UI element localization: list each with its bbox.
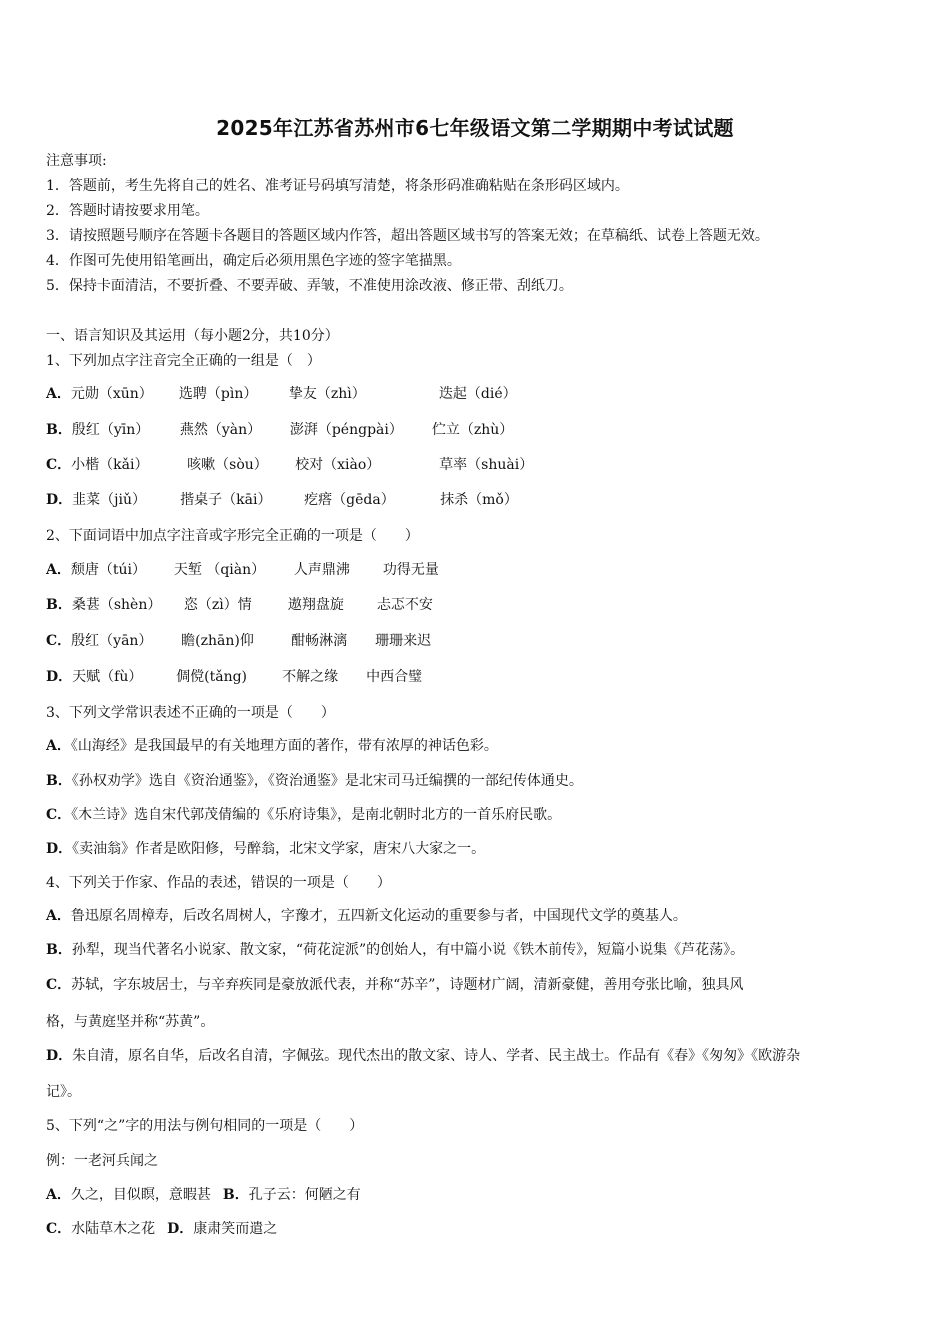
- q5-options-row: [46, 1219, 277, 1239]
- q3-option-b[interactable]: [46, 771, 583, 791]
- option-item: 瞻(zhān)仰: [181, 633, 254, 649]
- option-label: C．: [46, 977, 72, 993]
- option-item: 桑葚（shèn）: [71, 597, 162, 613]
- q5-options-row: [46, 1185, 361, 1205]
- q1-option-b[interactable]: [46, 420, 513, 440]
- q4-option-d[interactable]: [46, 1046, 800, 1066]
- option-item: 迭起（dié）: [438, 386, 517, 402]
- option-item: 遨翔盘旋: [287, 597, 344, 613]
- option-label: C．: [46, 807, 72, 823]
- option-label: C．: [46, 457, 72, 473]
- question-stem: 5、下列“之”字的用法与例句相同的一项是（ ）: [46, 1118, 364, 1134]
- q4-option-d-continued: 记》。: [46, 1084, 81, 1100]
- question-stem: 2、下面词语中加点字注音或字形完全正确的一项是（ ）: [46, 528, 419, 544]
- option-item: 天堑 （qiàn）: [173, 562, 266, 578]
- q1-option-d[interactable]: [46, 490, 518, 510]
- option-text[interactable]: 康肃笑而遣之: [193, 1221, 278, 1237]
- option-item: 天赋（fù）: [72, 669, 143, 685]
- question-stem: 1、下列加点字注音完全正确的一组是（ ）: [46, 353, 321, 369]
- option-item: 功得无量: [382, 562, 439, 578]
- option-item: 忐忑不安: [376, 597, 433, 613]
- option-item: 澎湃（péngpài）: [289, 422, 403, 438]
- notice-item: 3．请按照题号顺序在答题卡各题目的答题区域内作答，超出答题区域书写的答案无效；在草稿纸、试卷上答题无效。: [46, 228, 769, 244]
- option-item: 草率（shuài）: [439, 457, 534, 473]
- option-label: B．: [46, 422, 72, 438]
- option-label: A．: [46, 908, 71, 924]
- option-item: 殷红（yān）: [71, 633, 153, 649]
- option-label[interactable]: B．: [222, 1187, 249, 1203]
- option-text: 苏轼，字东坡居士，与辛弃疾同是豪放派代表，并称“苏辛”，诗题材广阔，清新豪健，善用夸张比喻，独具风: [71, 977, 744, 993]
- option-label: B．: [46, 773, 72, 789]
- q1-option-c[interactable]: [46, 455, 533, 475]
- q4-option-a[interactable]: [46, 906, 687, 926]
- option-text: 《卖油翁》作者是欧阳修，号醉翁，北宋文学家，唐宋八大家之一。: [72, 841, 486, 857]
- question-stem: 3、下列文学常识表述不正确的一项是（ ）: [46, 705, 335, 721]
- q2-option-a[interactable]: [46, 560, 439, 580]
- notice-item: 1．答题前，考生先将自己的姓名、准考证号码填写清楚，将条形码准确粘贴在条形码区域内。: [46, 178, 629, 194]
- notice-item: 4．作图可先使用铅笔画出，确定后必须用黑色字迹的签字笔描黑。: [46, 253, 461, 269]
- option-label[interactable]: C．: [46, 1221, 72, 1237]
- option-label: A．: [46, 562, 71, 578]
- option-item: 中西合璧: [366, 669, 423, 685]
- q3-option-d[interactable]: [46, 839, 485, 859]
- notice-heading: 注意事项:: [46, 153, 107, 169]
- option-label: D．: [46, 492, 73, 508]
- option-text[interactable]: 久之，目似瞑，意暇甚: [70, 1187, 211, 1203]
- q4-option-c-continued: 格，与黄庭坚并称“苏黄”。: [46, 1014, 215, 1030]
- option-text: 《木兰诗》选自宋代郭茂倩编的《乐府诗集》，是南北朝时北方的一首乐府民歌。: [71, 807, 562, 823]
- q3-option-c[interactable]: [46, 805, 561, 825]
- option-label: B．: [46, 942, 72, 958]
- section-heading: 一、语言知识及其运用（每小题2分，共10分）: [46, 328, 339, 344]
- option-item: 选聘（pìn）: [178, 386, 258, 402]
- option-label: A．: [46, 738, 71, 754]
- q5-example: 例：一老河兵闻之: [46, 1153, 158, 1169]
- q2-option-c[interactable]: [46, 631, 431, 651]
- option-label: D．: [46, 1048, 73, 1064]
- option-item: 燕然（yàn）: [179, 422, 262, 438]
- option-item: 酣畅淋漓: [291, 633, 348, 649]
- notice-item: 5．保持卡面清洁，不要折叠、不要弄破、弄皱，不准使用涂改液、修正带、刮纸刀。: [46, 278, 573, 294]
- q1-option-a[interactable]: [46, 384, 517, 404]
- option-item: 倜傥(tǎng): [176, 669, 248, 685]
- option-text: 《山海经》是我国最早的有关地理方面的著作，带有浓厚的神话色彩。: [70, 738, 498, 754]
- option-item: 疙瘩（gēda）: [304, 492, 395, 508]
- option-label[interactable]: A．: [46, 1187, 71, 1203]
- option-item: 殷红（yīn）: [71, 422, 150, 438]
- option-item: 元勋（xūn）: [70, 386, 153, 402]
- option-item: 揩桌子（kāi）: [180, 492, 272, 508]
- option-item: 伫立（zhù）: [431, 422, 514, 438]
- option-item: 小楷（kǎi）: [71, 457, 149, 473]
- option-label: A．: [46, 386, 71, 402]
- option-item: 韭菜（jiǔ）: [72, 492, 146, 508]
- option-item: 校对（xiào）: [295, 457, 381, 473]
- option-item: 恣（zì）情: [183, 597, 252, 613]
- option-text: 鲁迅原名周樟寿，后改名周树人，字豫才，五四新文化运动的重要参与者，中国现代文学的奠基人。: [70, 908, 687, 924]
- option-text[interactable]: 孔子云：何陋之有: [248, 1187, 361, 1203]
- q2-option-d[interactable]: [46, 667, 422, 687]
- q2-option-b[interactable]: [46, 595, 433, 615]
- q3-option-a[interactable]: [46, 736, 498, 756]
- option-text: 《孙权劝学》选自《资治通鉴》，《资治通鉴》是北宋司马迁编撰的一部纪传体通史。: [71, 773, 583, 789]
- option-label[interactable]: D．: [167, 1221, 194, 1237]
- option-text: 朱自清，原名自华，后改名自清，字佩弦。现代杰出的散文家、诗人、学者、民主战士。作品有《春》《匆匆》《欧游杂: [72, 1048, 801, 1064]
- option-item: 颓唐（túi）: [70, 562, 146, 578]
- option-label: C．: [46, 633, 72, 649]
- option-item: 人声鼎沸: [293, 562, 350, 578]
- option-label: D．: [46, 841, 73, 857]
- option-text: 孙犁，现当代著名小说家、散文家，“荷花淀派”的创始人，有中篇小说《铁木前传》，短篇小说集《芦花荡》。: [71, 942, 745, 958]
- q4-option-b[interactable]: [46, 940, 744, 960]
- option-item: 抹杀（mǒ）: [440, 492, 518, 508]
- q4-option-c[interactable]: [46, 975, 743, 995]
- option-item: 挚友（zhì）: [288, 386, 366, 402]
- option-item: 珊珊来迟: [375, 633, 432, 649]
- option-text[interactable]: 水陆草木之花: [71, 1221, 156, 1237]
- option-item: 咳嗽（sòu）: [187, 457, 268, 473]
- option-item: 不解之缘: [282, 669, 339, 685]
- question-stem: 4、下列关于作家、作品的表述，错误的一项是（ ）: [46, 875, 391, 891]
- page-title: 2025年江苏省苏州市6七年级语文第二学期期中考试试题: [216, 116, 734, 140]
- option-label: D．: [46, 669, 73, 685]
- notice-item: 2．答题时请按要求用笔。: [46, 203, 209, 219]
- option-label: B．: [46, 597, 72, 613]
